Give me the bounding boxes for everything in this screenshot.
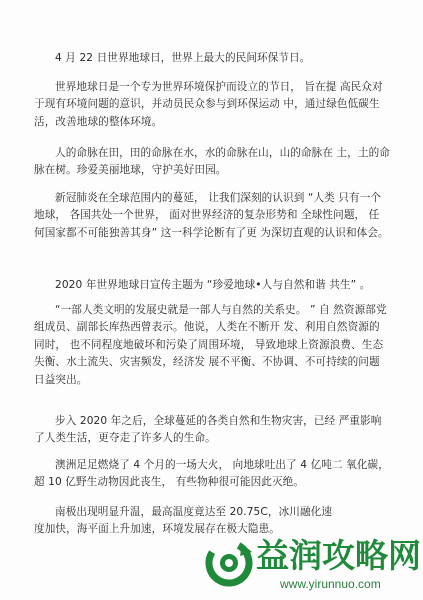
paragraph-text: 4 月 22 日世界地球日，世界上最大的民间环保节日。 [55,52,311,64]
paragraph-earth-day-intro [34,50,390,67]
paragraph-text: 人的命脉在田，田的命脉在水，水的命脉在山，山的命脉在 土，土的命脉在树。珍爱美丽地球，守护美好田园。 [34,147,390,177]
paragraph-pandemic [34,190,390,242]
paragraph-australia-fire [34,457,390,492]
paragraph-text: “一部人类文明的发展史就是一部人与自然的关系史。 ” 自 然资源部党组成员、副部长库热西曾表示。他说，人类在不断开 发、利用自然资源的同时， 也不同程度地破坏和污染了周围环境， 导致地球上资源浪费、生态失衡、水土流失、灾害频发，经济发 展不平衡、不协调、不可持续的问题日益突出。 [34,304,387,386]
paragraph-text: 世界地球日是一个专为世界环境保护而设立的节日， 旨在提 高民众对于现有环境问题的意识，并动员民众参与到环保运动 中，通过绿色低碳生活，改善地球的整体环境。 [34,81,383,128]
paragraph-text: 步入 2020 年之后，全球蔓延的各类自然和生物灾害，已经 严重影响了人类生活，更夺走了许多人的生命。 [34,415,382,445]
paragraph-text: 新冠肺炎在全球范围内的蔓延， 让我们深刻的认识到 “人类 只有一个地球， 各国共处一个世界， 面对世界经济的复杂形势和 全球性问题， 任何国家都不可能独善其身” 这一科学论断有了更 为深切直观的认识和体会。 [34,192,389,239]
circular-arrow-logo-icon [204,538,254,588]
paragraph-text: 2020 年世界地球日宣传主题为 “珍爱地球•人与自然和谐 共生” 。 [55,279,371,291]
paragraph-text: 澳洲足足燃烧了 4 个月的一场大火， 向地球吐出了 4 亿吨二 氧化碳， 超 10 亿野生动物因此丧生， 有些物种很可能因此灭绝。 [34,459,389,489]
paragraph-lifeline [34,145,390,180]
paragraph-text: 南极出现明显升温，最高温度竟达至 20.75C，冰川融化速 度加快，海平面上升加速，环境发展存在极大隐患。 [34,506,333,536]
watermark-title: 益润攻略网 [256,536,421,575]
site-watermark [204,534,419,596]
paragraph-2020-disasters [34,413,390,448]
watermark-url: www.yirunnuo.com [280,577,381,591]
paragraph-earth-day-purpose [34,79,390,131]
paragraph-theme [34,277,390,294]
paragraph-civilization-quote [34,302,390,389]
